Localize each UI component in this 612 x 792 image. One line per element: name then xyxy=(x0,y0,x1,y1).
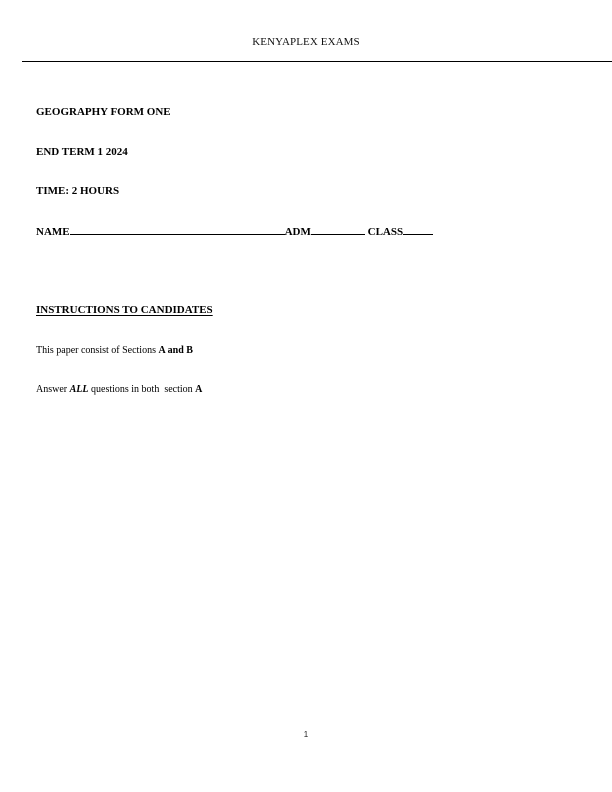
adm-field[interactable] xyxy=(311,225,365,235)
header-divider xyxy=(22,61,612,62)
adm-label: ADM xyxy=(284,226,311,238)
candidate-details-row xyxy=(36,225,433,238)
class-field[interactable] xyxy=(403,225,433,235)
name-label: NAME xyxy=(36,226,70,238)
instruction-sections-text: This paper consist of Sections xyxy=(36,345,159,356)
instruction-sections xyxy=(36,345,193,356)
exam-term: END TERM 1 2024 xyxy=(36,146,128,158)
instruction-answer xyxy=(36,384,202,395)
instructions-heading: INSTRUCTIONS TO CANDIDATES xyxy=(36,304,213,316)
exam-time: TIME: 2 HOURS xyxy=(36,185,120,197)
instruction-sections-emphasis: A and B xyxy=(158,345,193,356)
instruction-answer-all: ALL xyxy=(69,384,89,395)
instruction-answer-section: A xyxy=(195,384,203,395)
page-number: 1 xyxy=(303,730,309,739)
instruction-answer-prefix: Answer xyxy=(36,384,70,395)
instruction-answer-middle: questions in both section xyxy=(88,384,196,395)
exam-subject: GEOGRAPHY FORM ONE xyxy=(36,106,171,118)
name-field[interactable] xyxy=(70,225,285,235)
class-label: CLASS xyxy=(367,226,404,238)
page-header-title: KENYAPLEX EXAMS xyxy=(252,36,360,48)
